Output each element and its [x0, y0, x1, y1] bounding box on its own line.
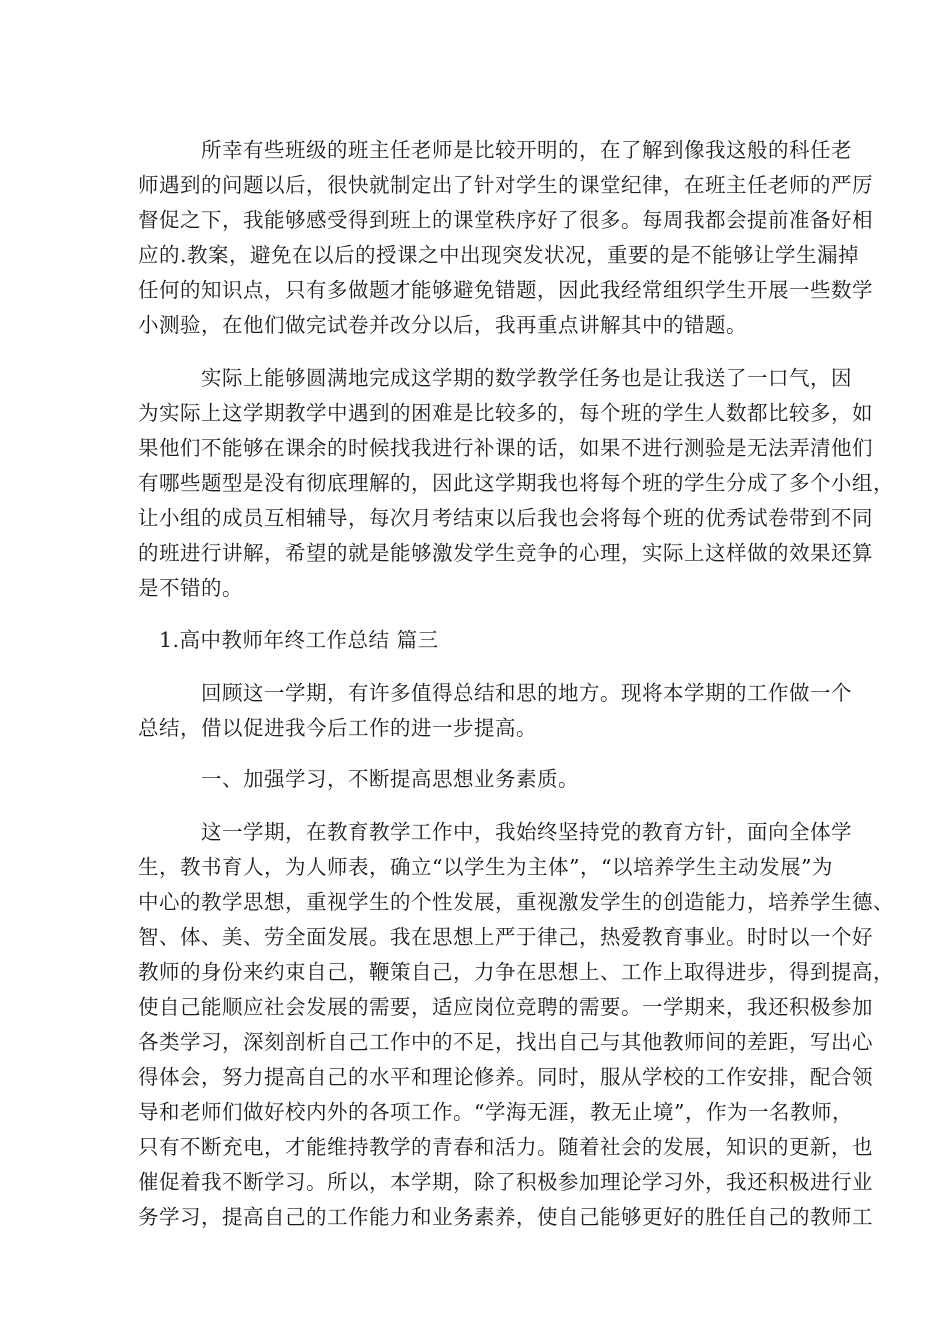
text-line: 督促之下，我能够感受得到班上的课堂秩序好了很多。每周我都会提前准备好相 — [138, 208, 873, 232]
text-line: 小测验，在他们做完试卷并改分以后，我再重点讲解其中的错题。 — [138, 313, 747, 337]
text-line: 只有不断充电，才能维持教学的青春和活力。随着社会的发展，知识的更新，也 — [138, 1135, 873, 1159]
text-line: 师遇到的问题以后，很快就制定出了针对学生的课堂纪律，在班主任老师的严厉 — [138, 173, 873, 197]
text-line: 实际上能够圆满地完成这学期的数学教学任务也是让我送了一口气，因 — [138, 366, 852, 390]
text-line: 应的.教案，避免在以后的授课之中出现突发状况，重要的是不能够让学生漏掉 — [138, 243, 860, 267]
text-line: 生，教书育人，为人师表，确立“以学生为主体”，“以培养学生主动发展”为 — [138, 855, 833, 879]
text-line: 的班进行讲解，希望的就是能够激发学生竞争的心理，实际上这样做的效果还算 — [138, 541, 873, 565]
text-line: 导和老师们做好校内外的各项工作。“学海无涯，教无止境”，作为一名教师， — [138, 1100, 853, 1124]
text-line: 为实际上这学期教学中遇到的困难是比较多的，每个班的学生人数都比较多，如 — [138, 401, 873, 425]
text-line: 有哪些题型是没有彻底理解的，因此这学期我也将每个班的学生分成了多个小组， — [138, 471, 894, 495]
text-line: 任何的知识点，只有多做题才能够避免错题，因此我经常组织学生开展一些数学 — [138, 278, 873, 302]
text-line: 使自己能顺应社会发展的需要，适应岗位竞聘的需要。一学期来，我还积极参加 — [138, 995, 873, 1019]
text-line: 中心的教学思想，重视学生的个性发展，重视激发学生的创造能力，培养学生德、 — [138, 890, 894, 914]
text-line: 智、体、美、劳全面发展。我在思想上严于律己，热爱教育事业。时时以一个好 — [138, 925, 873, 949]
text-line: 这一学期，在教育教学工作中，我始终坚持党的教育方针，面向全体学 — [138, 820, 852, 844]
text-line: 催促着我不断学习。所以，本学期，除了积极参加理论学习外，我还积极进行业 — [138, 1170, 873, 1194]
text-line: 总结，借以促进我今后工作的进一步提高。 — [138, 716, 537, 740]
text-line: 所幸有些班级的班主任老师是比较开明的，在了解到像我这般的科任老 — [138, 138, 852, 162]
section-heading: 1.高中教师年终工作总结 篇三 — [138, 628, 439, 652]
text-line: 让小组的成员互相辅导，每次月考结束以后我也会将每个班的优秀试卷带到不同 — [138, 506, 873, 530]
text-line: 回顾这一学期，有许多值得总结和思的地方。现将本学期的工作做一个 — [138, 681, 852, 705]
text-line: 各类学习，深刻剖析自己工作中的不足，找出自己与其他教师间的差距，写出心 — [138, 1030, 873, 1054]
text-line: 果他们不能够在课余的时候找我进行补课的话，如果不进行测验是无法弄清他们 — [138, 436, 873, 460]
text-line: 是不错的。 — [138, 576, 243, 600]
text-line: 教师的身份来约束自己，鞭策自己，力争在思想上、工作上取得进步，得到提高， — [138, 960, 894, 984]
text-line: 务学习，提高自己的工作能力和业务素养，使自己能够更好的胜任自己的教师工 — [138, 1205, 873, 1229]
text-line: 得体会，努力提高自己的水平和理论修养。同时，服从学校的工作安排，配合领 — [138, 1065, 873, 1089]
subsection-heading: 一、加强学习，不断提高思想业务素质。 — [138, 767, 579, 791]
